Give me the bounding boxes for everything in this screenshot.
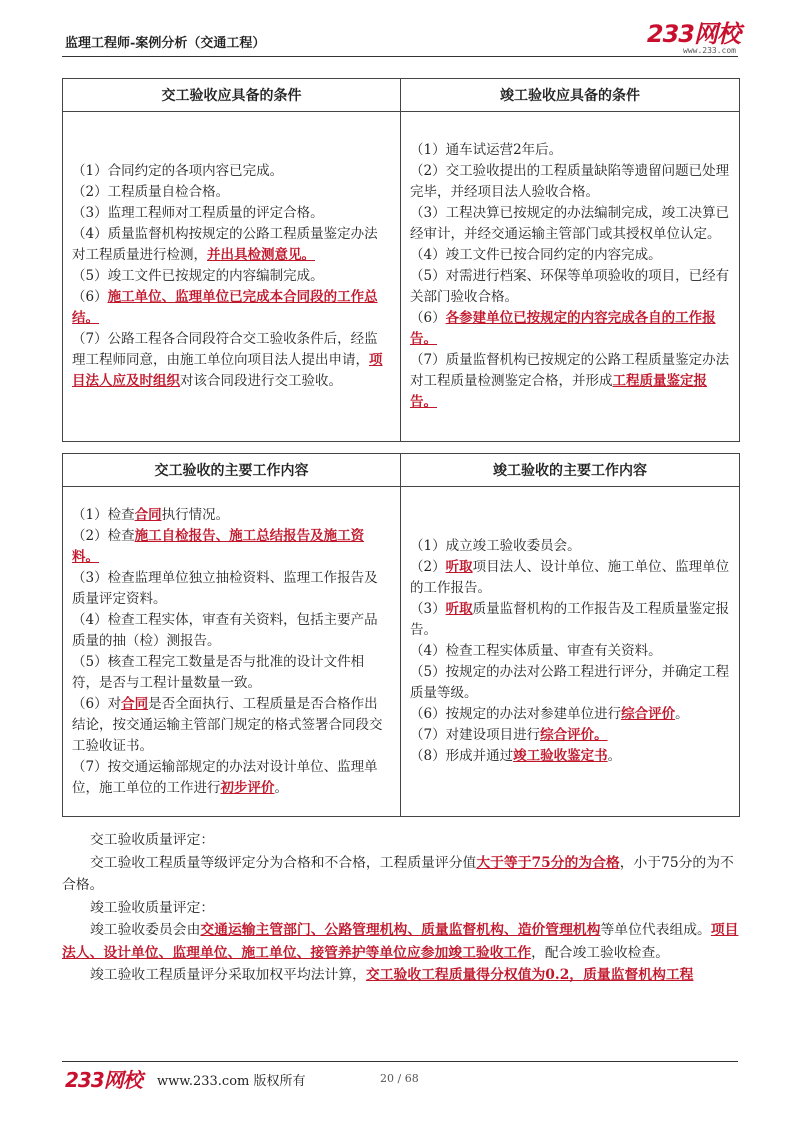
text-run: 。 <box>274 779 288 796</box>
text-run: 执行情况。 <box>161 506 230 523</box>
text-run: 竣工验收委员会由 <box>90 922 201 938</box>
text-run: （2）检查 <box>72 527 135 544</box>
text-run: 质量监督机构的工作报告及工程质量鉴定报告。 <box>410 601 730 638</box>
text-line <box>72 505 391 526</box>
text-run: 。 <box>675 706 689 722</box>
table2-col1-header: 交工验收的主要工作内容 <box>63 454 401 487</box>
text-run: （7）公路工程各合同段符合交工验收条件后，经监理工程师同意，由施工单位向项目法人提出申请， <box>72 331 378 368</box>
footer-copyright: www.233.com 版权所有 <box>157 1074 306 1089</box>
brand-logo[interactable] <box>620 22 740 55</box>
text-line <box>62 919 740 964</box>
text-run: 项目法人、设计单位、施工单位、监理单位的工作报告。 <box>410 559 730 596</box>
text-line <box>72 568 391 610</box>
highlight-text: 听取 <box>445 601 473 617</box>
highlight-text: 综合评价。 <box>540 727 608 743</box>
text-line <box>410 203 730 245</box>
text-line <box>410 599 730 641</box>
text-run: （5）核查工程完工数量是否与批准的设计文件相符，是否与工程计量数量一致。 <box>72 653 365 691</box>
text-run: 等单位代表组成。 <box>600 922 711 938</box>
page-number: 20 / 68 <box>380 1072 419 1085</box>
text-line <box>72 526 391 568</box>
text-line <box>72 182 391 203</box>
text-run: 。 <box>607 748 622 764</box>
text-run: （6）对 <box>72 695 122 712</box>
highlight-text: 初步评价 <box>220 779 275 796</box>
text-line <box>62 897 740 920</box>
text-run: （6） <box>410 310 446 326</box>
table2-col1-content <box>64 502 399 802</box>
text-run: （7）质量监督机构已按规定的公路工程质量鉴定办法对工程质量检测鉴定合格，并形成 <box>410 352 730 389</box>
logo-url: www.233.com <box>683 46 736 55</box>
text-run: （3）检查监理单位独立抽检资料、监理工作报告及质量评定资料。 <box>72 569 378 607</box>
text-line <box>410 140 730 161</box>
text-line <box>72 287 391 329</box>
text-line <box>62 852 740 897</box>
text-run: （5）对需进行档案、环保等单项验收的项目，已经有关部门验收合格。 <box>410 268 730 305</box>
highlight-text: 听取 <box>445 559 473 575</box>
table1-col1-header: 交工验收应具备的条件 <box>63 79 401 112</box>
text-run: （6） <box>72 289 108 305</box>
text-run: （3）工程决算已按规定的办法编制完成，竣工决算已经审计，并经交通运输主管部门或其授权单位认定。 <box>410 205 730 242</box>
text-run: 交工验收工程质量等级评定分为合格和不合格，工程质量评分值 <box>90 854 477 871</box>
text-run: （4）质量监督机构按规定的公路工程质量鉴定办法对工程质量进行检测， <box>72 226 378 263</box>
text-run: （1）成立竣工验收委员会。 <box>410 538 581 554</box>
text-run: （4）检查工程实体质量、审查有关资料。 <box>410 643 662 659</box>
text-line <box>410 704 730 725</box>
highlight-text: 大于等于75分的为合格 <box>476 854 620 871</box>
highlight-text: 项目法人应及时组织 <box>72 352 383 389</box>
table2-col2-content <box>402 533 738 770</box>
text-run: （6）按规定的办法对参建单位进行 <box>410 706 622 722</box>
text-run: ，小于75分的为不合格。 <box>62 854 734 893</box>
footer-divider <box>62 1061 738 1062</box>
logo-text: 233网校 <box>646 20 740 48</box>
text-line <box>72 652 391 694</box>
text-run: （1）合同约定的各项内容已完成。 <box>72 163 284 179</box>
header-title: 监理工程师-案例分析（交通工程） <box>65 36 266 51</box>
text-line <box>72 161 391 182</box>
highlight-text: 工程质量鉴定报告。 <box>410 373 707 410</box>
highlight-text: 综合评价 <box>621 706 676 722</box>
header-divider <box>62 56 738 57</box>
highlight-text: 合同 <box>134 506 162 523</box>
text-run: （2）交工验收提出的工程质量缺陷等遗留问题已处理完毕，并经项目法人验收合格。 <box>410 163 730 200</box>
highlight-text: 项目法人、设计单位、监理单位、施工单位、接管养护等单位应参加竣工验收工作 <box>62 922 739 961</box>
acceptance-work-table <box>62 453 740 817</box>
text-run: ，配合竣工验收检查。 <box>531 944 670 961</box>
text-line <box>72 757 391 799</box>
highlight-text: 各参建单位已按规定的内容完成各自的工作报告。 <box>410 310 716 347</box>
text-run: （7）对建设项目进行 <box>410 727 541 743</box>
text-line <box>72 266 391 287</box>
highlight-text: 合同 <box>121 695 149 712</box>
text-run: （5）按规定的办法对公路工程进行评分，并确定工程质量等级。 <box>410 664 730 701</box>
text-run: 交工验收质量评定： <box>90 832 215 848</box>
text-line <box>410 308 730 350</box>
text-run: （7）按交通运输部规定的办法对设计单位、监理单位，施工单位的工作进行 <box>72 758 378 796</box>
text-line <box>410 245 730 266</box>
text-line <box>72 610 391 652</box>
highlight-text: 并出具检测意见。 <box>207 247 315 263</box>
text-run: （5）竣工文件已按规定的内容编制完成。 <box>72 268 324 284</box>
highlight-text: 施工自检报告、施工总结报告及施工资料。 <box>72 527 365 565</box>
text-run: 竣工验收质量评定： <box>90 899 215 916</box>
text-line <box>62 964 740 987</box>
text-run: （3） <box>410 601 446 617</box>
highlight-text: 交通运输主管部门、公路管理机构、质量监督机构、造价管理机构 <box>200 922 601 938</box>
text-line <box>410 536 730 557</box>
text-run: （4）检查工程实体，审查有关资料，包括主要产品质量的抽（检）测报告。 <box>72 611 378 649</box>
highlight-text: 竣工验收鉴定书 <box>513 748 608 764</box>
quality-evaluation-text <box>62 829 740 987</box>
text-run: （1）检查 <box>72 506 135 523</box>
highlight-text: 施工单位、监理单位已完成本合同段的工作总结。 <box>72 289 378 326</box>
text-line <box>62 829 740 852</box>
text-run: （2）工程质量自检合格。 <box>72 184 230 200</box>
table1-col2-content <box>402 137 738 416</box>
text-run: 是否全面执行、工程质量是否合格作出结论，按交通运输主管部门规定的格式签署合同段交工验收证书。 <box>72 695 383 754</box>
text-line <box>410 350 730 413</box>
footer-logo[interactable]: 233网校 <box>65 1068 142 1092</box>
text-run: 竣工验收工程质量评分采取加权平均法计算， <box>90 967 366 983</box>
text-line <box>410 161 730 203</box>
text-run: 对该合同段进行交工验收。 <box>180 373 342 389</box>
text-run: （2） <box>410 559 446 575</box>
table1-col2-header: 竣工验收应具备的条件 <box>401 79 740 112</box>
text-line <box>410 725 730 746</box>
text-line <box>410 746 730 767</box>
text-line <box>410 641 730 662</box>
text-run: （1）通车试运营2年后。 <box>410 142 563 158</box>
text-line <box>72 203 391 224</box>
text-run: （3）监理工程师对工程质量的评定合格。 <box>72 205 324 221</box>
text-line <box>410 557 730 599</box>
acceptance-conditions-table <box>62 78 740 442</box>
text-line <box>410 662 730 704</box>
text-line <box>72 694 391 757</box>
table2-col2-header: 竣工验收的主要工作内容 <box>401 454 740 487</box>
text-line <box>72 329 391 392</box>
highlight-text: 交工验收工程质量得分权值为0.2，质量监督机构工程 <box>365 967 694 983</box>
text-run: （8）形成并通过 <box>410 748 514 764</box>
text-line <box>410 266 730 308</box>
text-line <box>72 224 391 266</box>
text-run: （4）竣工文件已按合同约定的内容完成。 <box>410 247 662 263</box>
table1-col1-content <box>64 158 399 395</box>
